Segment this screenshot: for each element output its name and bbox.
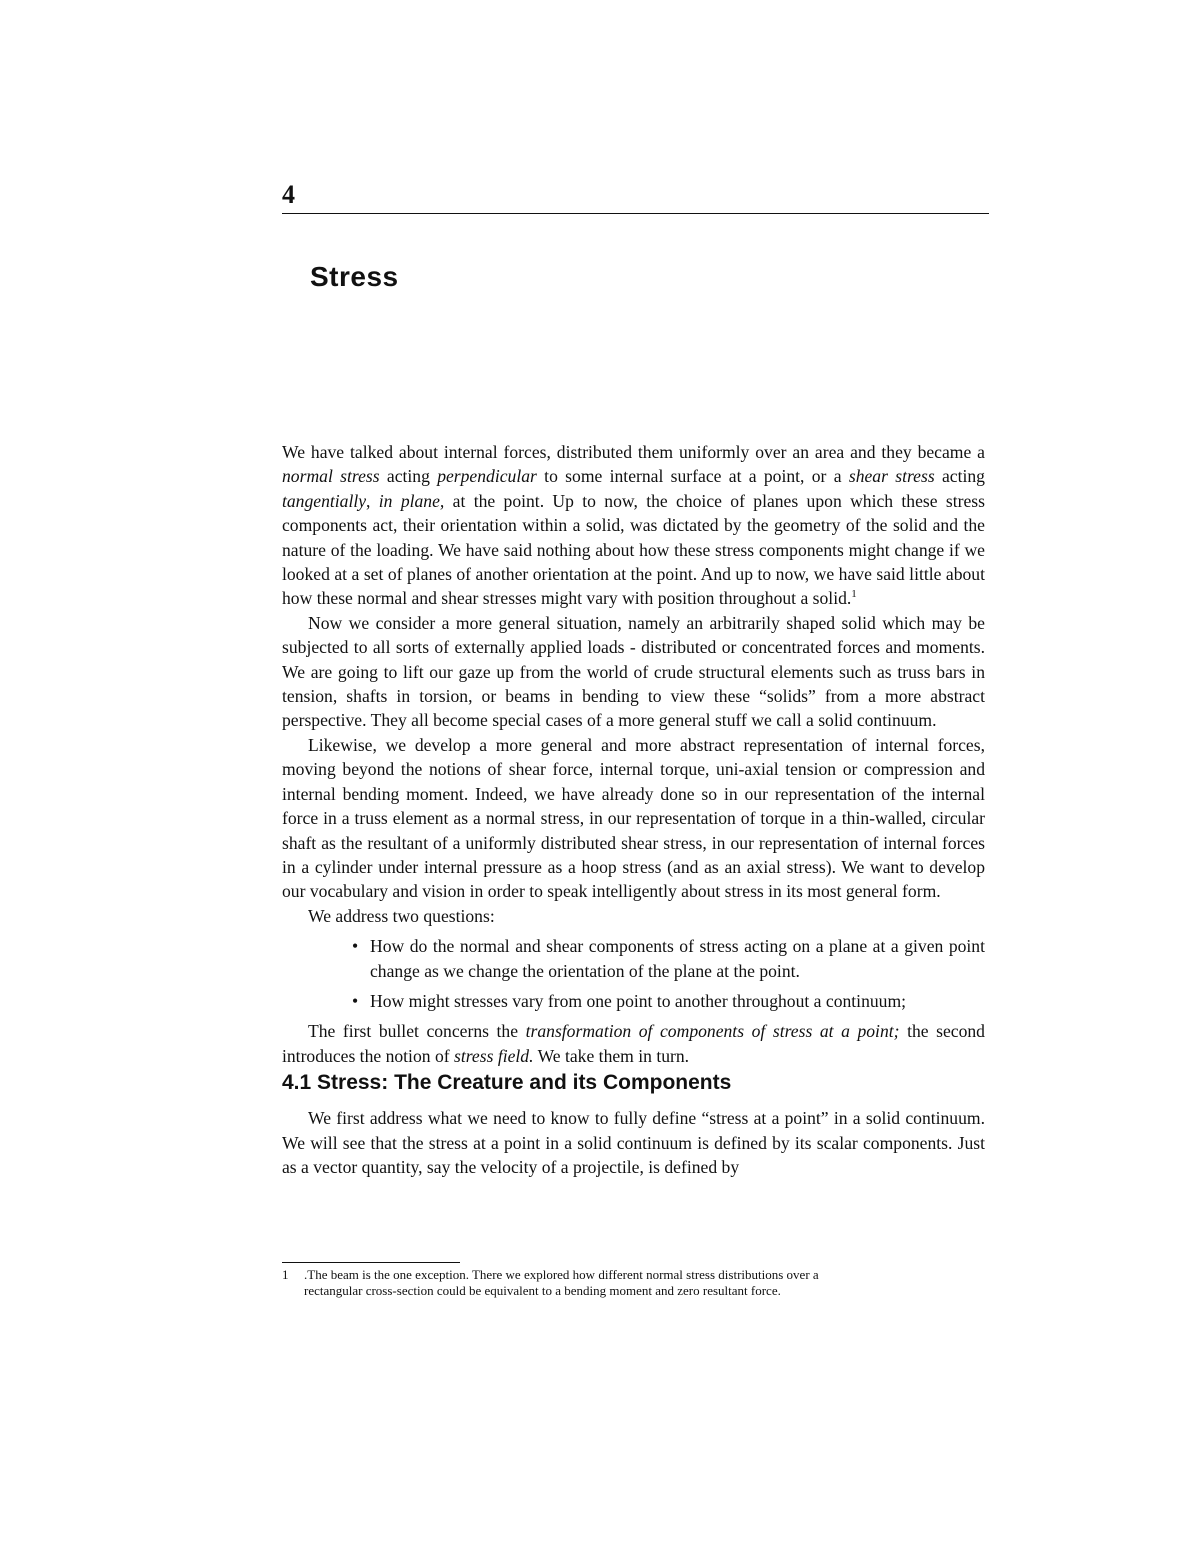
text-run: acting <box>934 466 985 487</box>
paragraph-likewise: Likewise, we develop a more general and more abstract representation of internal forces, moving beyond the notions of shear force, internal torque, uni-axial tension or compression and internal bending moment. Indeed, we have already done so in our representation of the internal force in a truss element as a normal stress, in our representation of torque in a thin-walled, circular shaft as the resultant of a uniformly distributed shear stress, in our representation of internal forces in a cylinder under internal pressure as a hoop stress (and as an axial stress). We want to develop our vocabulary and vision in order to speak intelligently about stress in its most general form. <box>282 734 985 902</box>
bullet-icon: • <box>352 936 359 957</box>
text-run: acting <box>379 466 438 487</box>
paragraph-stress-at-point: We first address what we need to know to fully define “stress at a point” in a solid continuum. We will see that the stress at a point in a solid continuum is defined by its scalar components. Just as a vector quantity, say the velocity of a projectile, is defined by <box>282 1108 985 1177</box>
text-run: The first bullet concerns the <box>308 1021 526 1042</box>
list-item-text: How do the normal and shear components of stress acting on a plane at a given point change as we change the orientation of the plane at the point. <box>370 936 985 981</box>
term-stress-field: stress field. <box>454 1045 534 1066</box>
chapter-number: 4 <box>282 180 295 209</box>
term-normal-stress: normal stress <box>282 466 380 487</box>
term-shear-stress: shear stress <box>848 466 935 487</box>
footnote-reference[interactable]: 1 <box>851 588 857 601</box>
footnote-rule <box>282 1262 460 1263</box>
paragraph-first-bullet <box>282 1019 985 1068</box>
footnote-number: 1 <box>282 1267 289 1282</box>
section-heading: 4.1 Stress: The Creature and its Components <box>282 1071 732 1095</box>
paragraph-general-situation: Now we consider a more general situation, namely an arbitrarily shaped solid which may be subjected to all sorts of externally applied loads - distributed or concentrated forces and moments. We are going to lift our gaze up from the world of crude structural elements such as truss bars in tension, shafts in torsion, or beams in bending to view these “solids” from a more abstract perspective. They all become special cases of a more general stuff we call a solid continuum. <box>282 612 985 731</box>
body-text <box>282 440 985 1179</box>
term-transformation: transformation of components of stress at a point; <box>525 1021 900 1042</box>
list-item <box>352 989 985 1013</box>
text-run: the second introduces the notion of <box>282 1021 985 1066</box>
text-run: We take them in turn. <box>533 1045 690 1066</box>
bullet-icon: • <box>352 990 359 1011</box>
text-run: We have talked about internal forces, distributed them uniformly over an area and they became a <box>282 442 985 462</box>
list-item <box>352 934 985 983</box>
footnote-text-continued: rectangular cross-section could be equivalent to a bending moment and zero resultant force. <box>304 1283 781 1298</box>
term-tangentially: tangentially <box>282 490 367 511</box>
text-run: , <box>366 490 379 511</box>
term-in-plane: in plane, <box>378 490 445 511</box>
term-perpendicular: perpendicular <box>437 466 537 487</box>
text-run: at the point. Up to now, the choice of planes upon which these stress components act, their orientation within a solid, was dictated by the geometry of the solid and the nature of the loading. We have said nothing about how these stress components might change if we looked at a set of planes of another orientation at the point. And up to now, we have said little about how these normal and shear stresses might vary with position throughout a solid. <box>282 490 986 609</box>
paragraph-intro <box>282 440 985 611</box>
footnote <box>282 1267 982 1299</box>
chapter-title: Stress <box>310 261 399 292</box>
list-item-text: How might stresses vary from one point to another throughout a continuum; <box>370 990 907 1011</box>
chapter-rule <box>282 213 989 214</box>
footnote-text: .The beam is the one exception. There we explored how different normal stress distributions over a <box>304 1267 819 1282</box>
paragraph-two-questions: We address two questions: <box>308 905 495 926</box>
text-run: to some internal surface at a point, or a <box>536 466 849 487</box>
question-list <box>282 934 985 1013</box>
